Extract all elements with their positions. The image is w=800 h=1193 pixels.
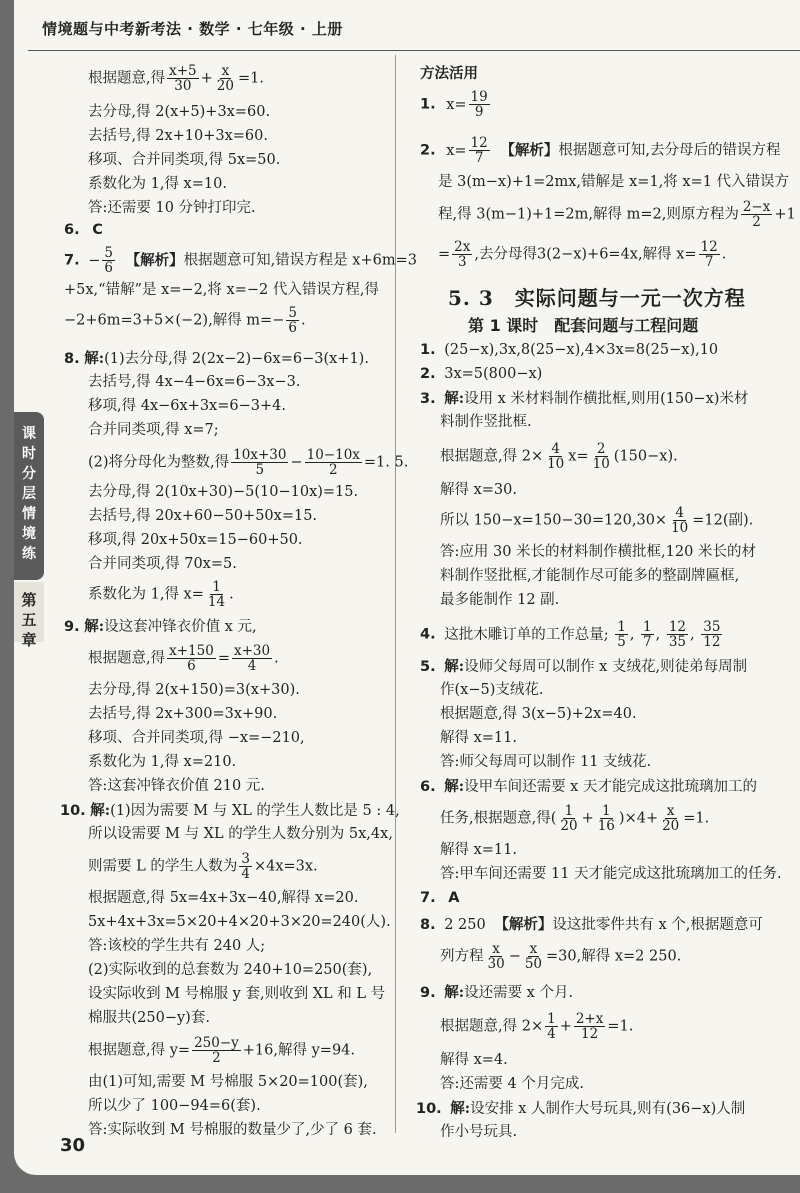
answer-line: 去括号,得 2x+300=3x+90. [88,706,278,722]
answer-line: 系数化为 1,得 x= $\frac{1}{14}$ . [88,579,234,611]
answer-line: 答:还需要 10 分钟打印完. [88,200,256,216]
answer-line: 答:师父每周可以制作 11 支绒花. [440,754,652,770]
question-1: 1. x= $\frac{19}{9}$ [420,89,488,121]
question-6: 6. C [64,222,103,238]
answer-line: 去括号,得 4x−4−6x=6−3x−3. [88,374,301,390]
answer-line: 程,得 3(m−1)+1=2m,解得 m=2,则原方程为 $\frac{2-x}{2}$ +1 [438,199,796,231]
answer-line: 答:还需要 4 个月完成. [440,1076,584,1092]
answer-line: 料制作竖批框,才能制作尽可能多的整副牌匾框, [440,568,740,584]
answer-line: 合并同类项,得 x=7; [88,422,219,438]
question-10: 10. 解:设安排 x 人制作大号玩具,则有(36−x)人制 [416,1100,746,1117]
answer-line: 所以少了 100−94=6(套). [88,1098,261,1114]
answer-line: 所以 150−x=150−30=120,30× $\frac{4}{10}$ =12(副). [440,505,754,537]
question-8: 8. 2 250 【解析】设这批零件共有 x 个,根据题意可 [420,916,763,933]
answer-line: −2+6m=3+5×(−2),解得 m=− $\frac{5}{6}$ . [64,305,306,337]
section-title: 5. 3 实际问题与一元一次方程 [448,286,746,310]
answer-line: 最多能制作 12 副. [440,592,560,608]
answer-line: 答:实际收到 M 号棉服的数量少了,少了 6 套. [88,1122,377,1138]
answer-line: 料制作竖批框. [440,414,532,430]
answer-line: 解得 x=30. [440,482,517,498]
answer-line: 所以设需要 M 与 XL 的学生人数分别为 5x,4x, [88,826,393,842]
column-divider [395,55,396,1133]
answer-line: 去括号,得 2x+10+3x=60. [88,128,268,144]
question-7: 7. − $\frac{5}{6}$ 【解析】根据题意可知,错误方程是 x+6m=3 [64,245,417,277]
answer-line: 移项、合并同类项,得 −x=−210, [88,730,305,746]
answer-line: 列方程 $\frac{x}{30}$ − $\frac{x}{50}$ =30,解得 x=2 250. [440,941,682,973]
answer-line: 移项,得 4x−6x+3x=6−3+4. [88,398,286,414]
lesson-title: 第 1 课时 配套问题与工程问题 [468,316,699,335]
answer-line: 5x+4x+3x=5×20+4×20+3×20=240(人). [88,914,391,930]
chapter-tab-label: 第五章 [21,591,37,649]
answer-line: 去分母,得 2(x+150)=3(x+30). [88,682,300,698]
answer-line: 去分母,得 2(10x+30)−5(10−10x)=15. [88,484,359,500]
answer-line: 答:甲车间还需要 11 天才能完成这批琉璃加工的任务. [440,866,782,882]
answer-line: 设实际收到 M 号棉服 y 套,则收到 XL 和 L 号 [88,986,386,1002]
answer-line: 答:应用 30 米长的材料制作横批框,120 米长的材 [440,544,756,560]
question-9: 9. 解:设这套冲锋衣价值 x 元, [64,618,257,635]
question-2: 2. 3x=5(800−x) [420,366,543,382]
question-2: 2. x= $\frac{12}{7}$ 【解析】根据题意可知,去分母后的错误方程 [420,135,781,167]
answer-line: 解得 x=11. [440,730,517,746]
answer-line: +5x,“错解”是 x=−2,将 x=−2 代入错误方程,得 [64,282,379,298]
answer-line: 答:该校的学生共有 240 人; [88,938,266,954]
answer-line: 由(1)可知,需要 M 号棉服 5×20=100(套), [88,1074,368,1090]
answer-line: 根据题意,得 $\frac{x+5}{30}$ + $\frac{x}{20}$ =1. [88,63,264,95]
answer-line: 根据题意,得 3(x−5)+2x=40. [440,706,637,722]
question-7: 7. A [420,890,460,906]
question-5: 5. 解:设师父每周可以制作 x 支绒花,则徒弟每周制 [420,658,748,675]
answer-line: 答:这套冲锋衣价值 210 元. [88,778,265,794]
answer-line: 合并同类项,得 70x=5. [88,556,237,572]
answer-line: 是 3(m−x)+1=2mx,错解是 x=1,将 x=1 代入错误方 [438,174,790,190]
answer-line: 根据题意,得 2× $\frac{4}{10}$ x= $\frac{2}{10}$ (150−x). [440,441,678,473]
question-9: 9. 解:设还需要 x 个月. [420,984,574,1001]
chapter-tab [14,582,44,649]
answer-line: 移项,得 20x+50x=15−60+50. [88,532,303,548]
page-header: 情境题与中考新考法 · 数学 · 七年级 · 上册 [42,20,343,38]
answer-line: 解得 x=11. [440,842,517,858]
answer-line: 作(x−5)支绒花. [440,682,544,698]
page-number: 30 [60,1135,86,1156]
section-heading: 方法活用 [420,66,478,82]
header-rule [28,50,800,51]
answer-line: 系数化为 1,得 x=210. [88,754,237,770]
side-tab [14,412,44,580]
answer-line: 根据题意,得 y= $\frac{250-y}{2}$ +16,解得 y=94. [88,1035,356,1067]
question-8: 8. 解:(1)去分母,得 2(2x−2)−6x=6−3(x+1). [64,350,369,367]
answer-line: 系数化为 1,得 x=10. [88,176,227,192]
answer-line: 任务,根据题意,得( $\frac{1}{20}$ + $\frac{1}{16}$ )×4+ $\frac{x}{20}$ =1. [440,803,710,835]
question-6: 6. 解:设甲车间还需要 x 天才能完成这批琉璃加工的 [420,778,757,795]
answer-line: 棉服共(250−y)套. [88,1010,210,1026]
question-10: 10. 解:(1)因为需要 M 与 XL 的学生人数比是 5 : 4, [60,802,400,819]
answer-line: (2)实际收到的总套数为 240+10=250(套), [88,962,373,978]
question-1: 1. (25−x),3x,8(25−x),4×3x=8(25−x),10 [420,342,719,358]
answer-line: 根据题意,得 2× $\frac{1}{4}$ + $\frac{2+x}{12}$ =1. [440,1011,634,1043]
answer-line: (2)将分母化为整数,得 $\frac{10x+30}{5}$ − $\frac{10-10x}{2}$ =1. 5. [88,447,409,479]
answer-line: 根据题意,得 $\frac{x+150}{6}$ = $\frac{x+30}{4}$ . [88,643,279,675]
answer-line: 则需要 L 的学生人数为 $\frac{3}{4}$ ×4x=3x. [88,851,318,883]
answer-line: 作小号玩具. [440,1124,518,1140]
answer-line: 去括号,得 20x+60−50+50x=15. [88,508,318,524]
answer-line: 移项、合并同类项,得 5x=50. [88,152,281,168]
question-4: 4. 这批木雕订单的工作总量; $\frac{1}{5}$ , $\frac{1}{7}$ , $\frac{12}{35}$ , $\frac{35}{12}$ [420,619,721,651]
answer-line: = $\frac{2x}{3}$ ,去分母得3(2−x)+6=4x,解得 x= $\frac{12}{7}$ . [438,239,727,271]
answer-line: 去分母,得 2(x+5)+3x=60. [88,104,271,120]
side-tab-label: 课时分层情境练 [22,426,36,562]
answer-line: 根据题意,得 5x=4x+3x−40,解得 x=20. [88,890,359,906]
answer-line: 解得 x=4. [440,1052,508,1068]
question-3: 3. 解:设用 x 米材料制作横批框,则用(150−x)米材 [420,390,749,407]
